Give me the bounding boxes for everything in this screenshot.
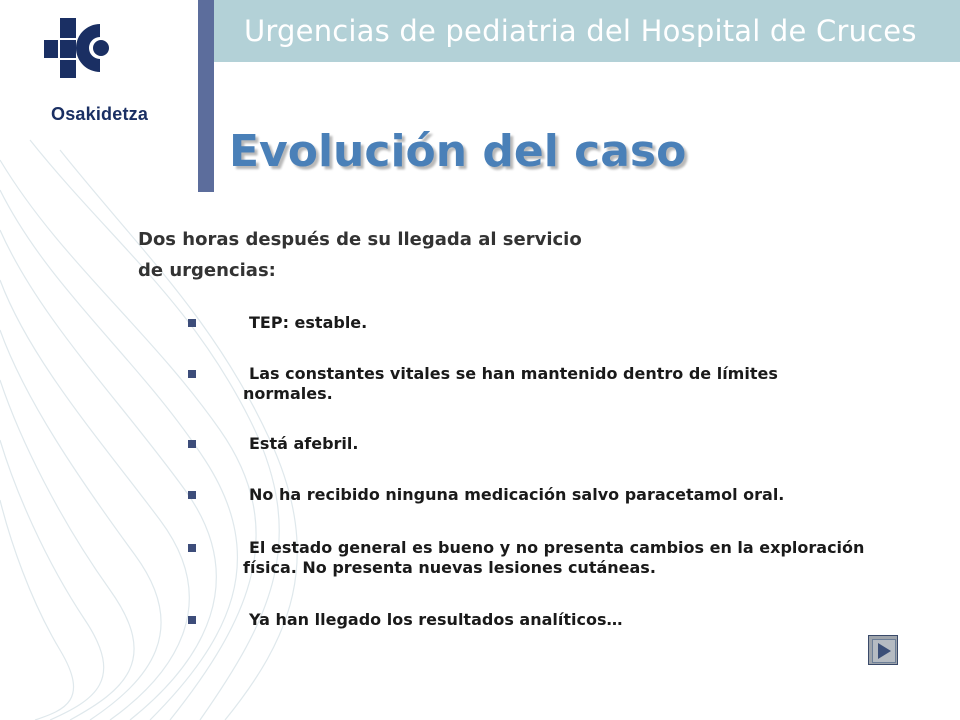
square-bullet-icon [188,370,196,378]
bullet-text: Las constantes vitales se han mantenido dentro de límites normales. [243,364,778,403]
list-item [188,313,868,333]
intro-line-2: de urgencias: [138,260,276,281]
square-bullet-icon [188,440,196,448]
play-arrow-icon [876,642,892,660]
bullet-text: El estado general es bueno y no presenta cambios en la exploración física. No presenta nuevas lesiones cutáneas. [243,538,865,577]
square-bullet-icon [188,319,196,327]
header-title: Urgencias de pediatria del Hospital de Cruces [244,14,917,48]
bullet-text: TEP: estable. [249,313,368,332]
list-item [188,434,868,454]
square-bullet-icon [188,616,196,624]
slide-title: Evolución del caso [229,126,687,177]
bullet-text: Ya han llegado los resultados analíticos… [249,610,623,629]
logo-wordmark: Osakidetza [51,104,149,124]
bullet-text: Está afebril. [249,434,359,453]
next-slide-button[interactable] [868,635,898,665]
square-bullet-icon [188,544,196,552]
square-bullet-icon [188,491,196,499]
list-item [188,364,868,404]
bullet-text: No ha recibido ninguna medicación salvo paracetamol oral. [249,485,785,504]
intro-line-1: Dos horas después de su llegada al servicio [138,229,582,250]
list-item [188,485,868,505]
list-item [188,610,868,630]
list-item [188,538,868,578]
